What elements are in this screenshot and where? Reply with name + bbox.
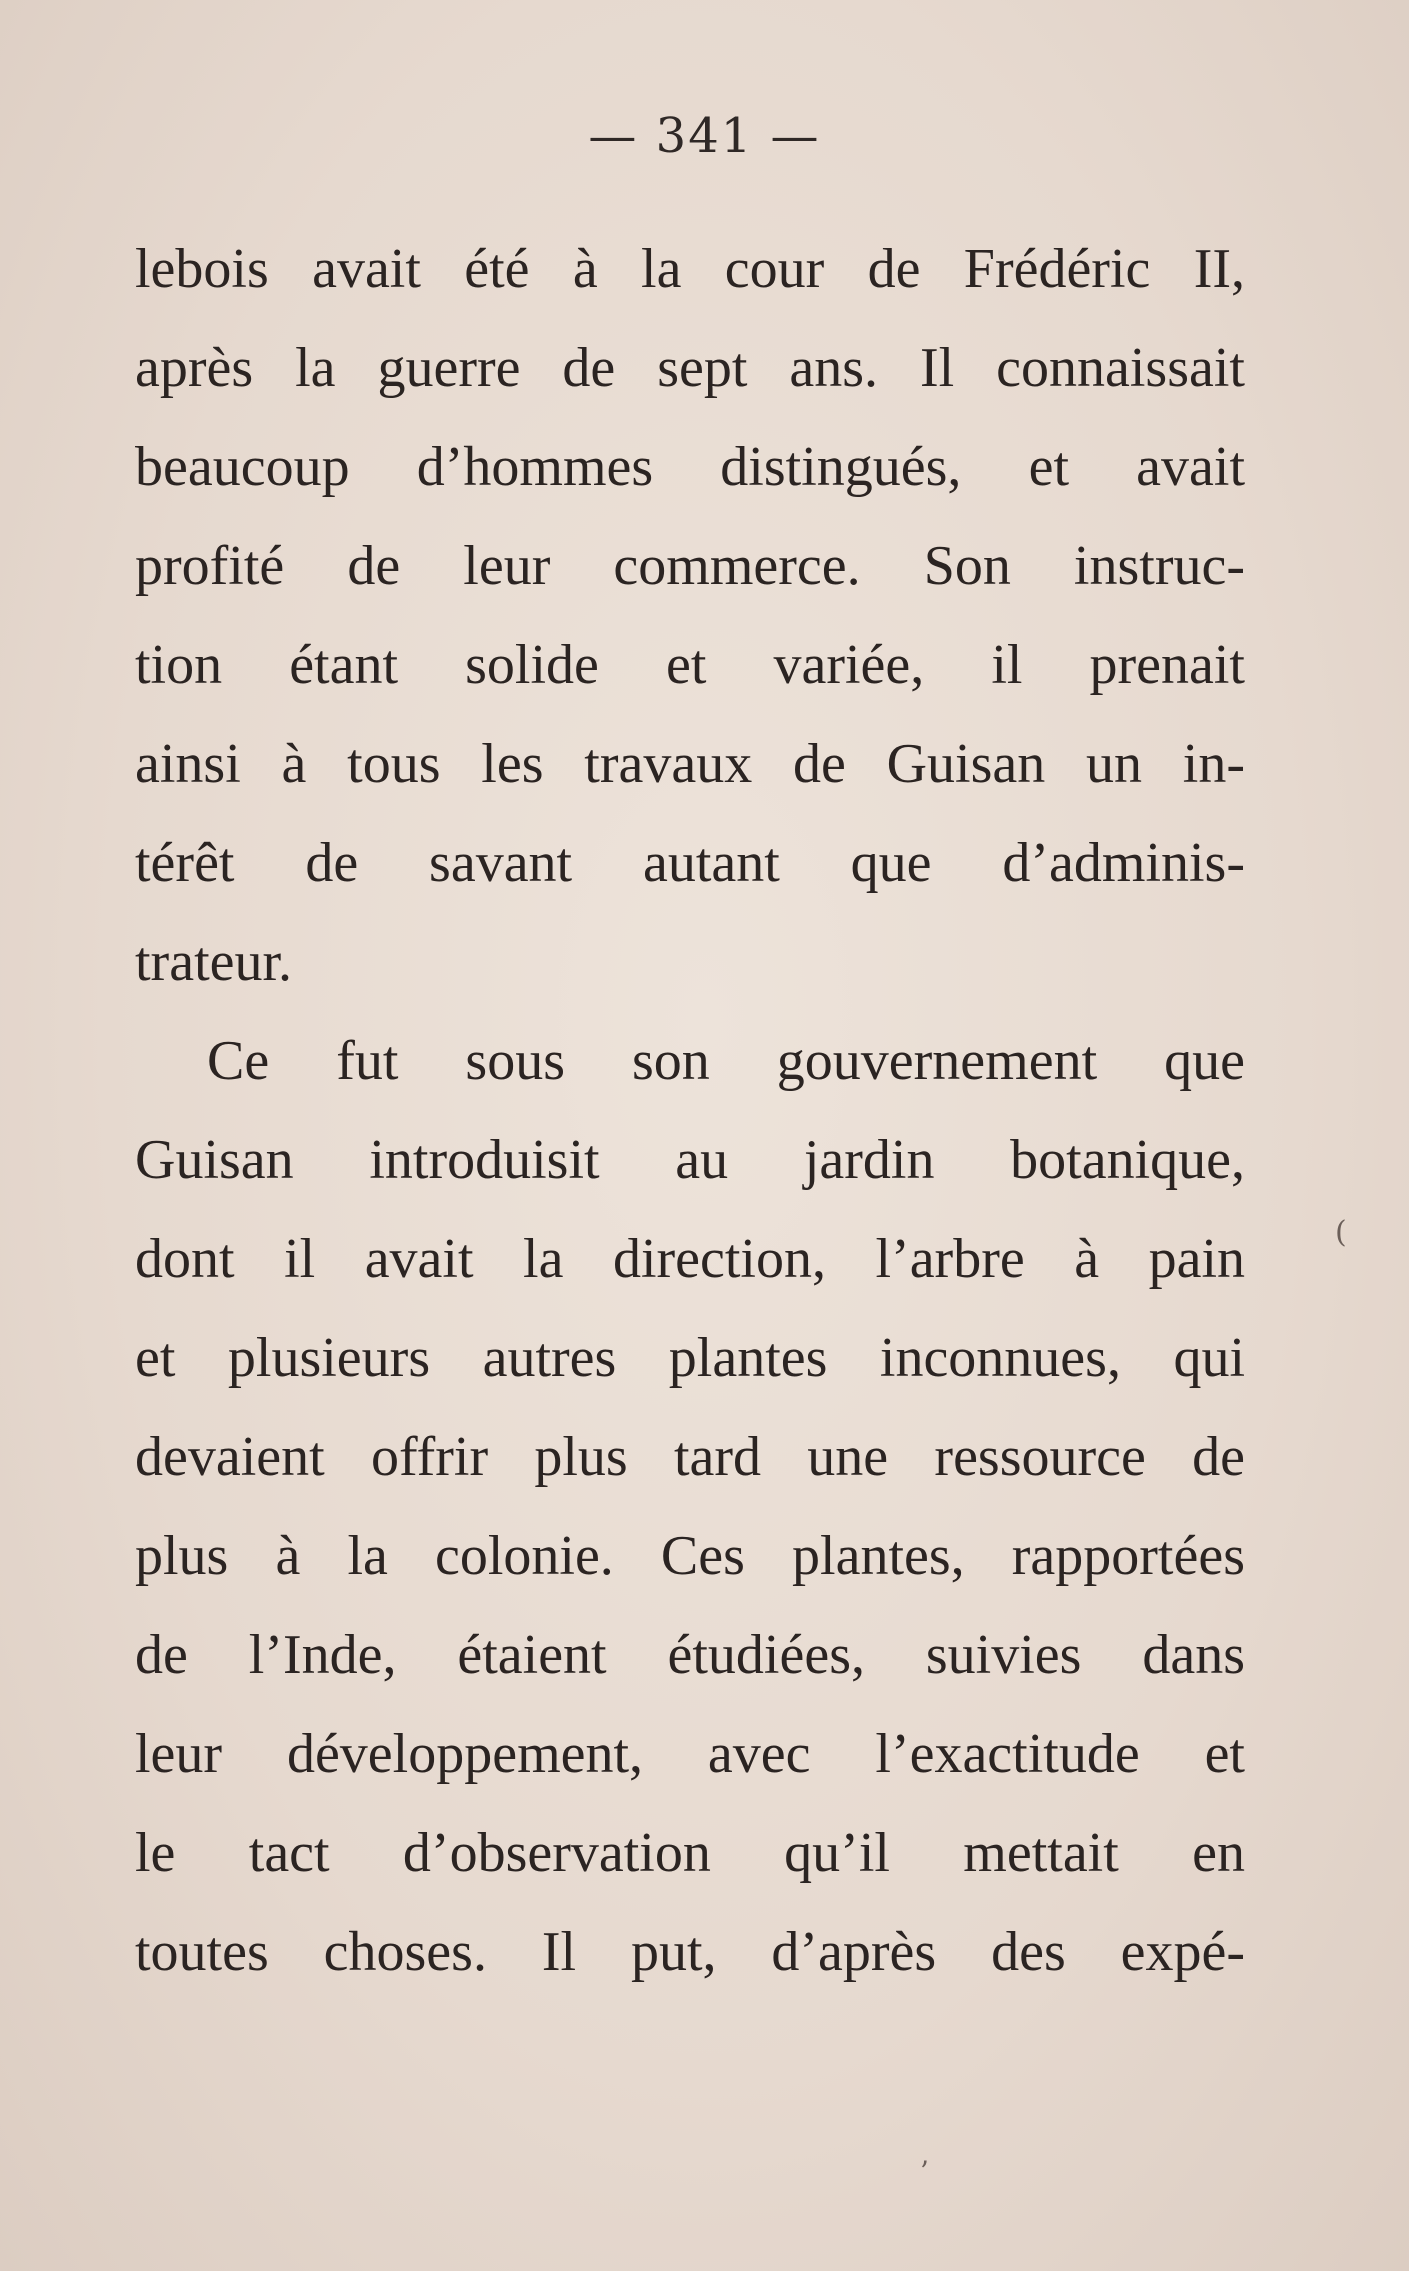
text-line: leur développement, avec l’exactitude et <box>135 1723 1245 1785</box>
text-line: après la guerre de sept ans. Il connaissait <box>135 337 1245 399</box>
text-line: le tact d’observation qu’il mettait en <box>135 1822 1245 1884</box>
paragraph-1 <box>135 220 1245 1012</box>
text-line: et plusieurs autres plantes inconnues, qui <box>135 1327 1245 1389</box>
page-number: — 341 — <box>588 108 821 164</box>
text-line: trateur. <box>135 931 293 993</box>
text-line: profité de leur commerce. Son instruc- <box>135 535 1245 597</box>
text-line: toutes choses. Il put, d’après des expé- <box>135 1921 1245 1983</box>
text-line: tion étant solide et variée, il prenait <box>135 634 1245 696</box>
paragraph-2 <box>135 1012 1245 2002</box>
text-line: de l’Inde, étaient étudiées, suivies dans <box>135 1624 1245 1686</box>
text-line: ainsi à tous les travaux de Guisan un in- <box>135 733 1245 795</box>
bottom-mark: ’ <box>920 2155 929 2188</box>
text-line: plus à la colonie. Ces plantes, rapportées <box>135 1525 1245 1587</box>
body-text <box>135 220 1245 2002</box>
text-line: Guisan introduisit au jardin botanique, <box>135 1129 1245 1191</box>
text-line: devaient offrir plus tard une ressource de <box>135 1426 1245 1488</box>
text-line: dont il avait la direction, l’arbre à pain <box>135 1228 1245 1290</box>
text-line: lebois avait été à la cour de Frédéric II, <box>135 238 1245 300</box>
margin-mark: ( <box>1335 1215 1347 1250</box>
text-line: Ce fut sous son gouvernement que <box>207 1030 1245 1092</box>
text-line: beaucoup d’hommes distingués, et avait <box>135 436 1245 498</box>
text-line: térêt de savant autant que d’adminis- <box>135 832 1245 894</box>
